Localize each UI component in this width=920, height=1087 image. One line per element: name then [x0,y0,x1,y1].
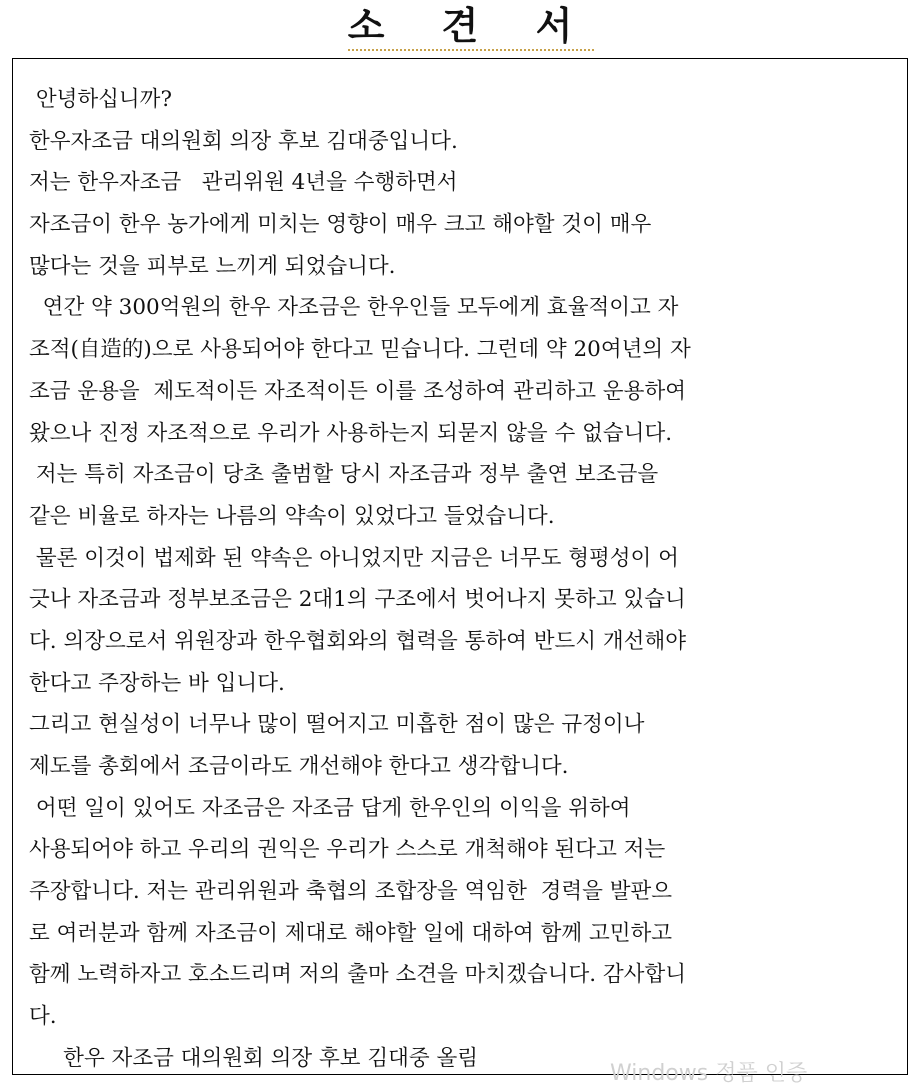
body-line: 왔으나 진정 자조적으로 우리가 사용하는지 되묻지 않을 수 없습니다. [29,420,673,446]
signature-line: 한우 자조금 대의원회 의장 후보 김대중 올림 [29,1045,479,1071]
activation-watermark: Windows 정품 인증 [610,1061,808,1086]
body-line: 자조금이 한우 농가에게 미치는 영향이 매우 크고 해야할 것이 매우 [29,212,652,238]
body-line: 물론 이것이 법제화 된 약속은 아니었지만 지금은 너무도 형평성이 어 [29,545,679,571]
body-line: 어떤 일이 있어도 자조금은 자조금 답게 한우인의 이익을 위하여 [29,795,631,821]
body-line: 제도를 총회에서 조금이라도 개선해야 한다고 생각합니다. [29,754,569,779]
body-line: 조적(自造的)으로 사용되어야 한다고 믿습니다. 그런데 약 20여년의 자 [29,337,691,363]
body-line: 긋나 자조금과 정부보조금은 2대1의 구조에서 벗어나지 못하고 있습니 [29,587,686,613]
body-line: 저는 한우자조금 관리위원 4년을 수행하면서 [29,170,458,196]
body-line: 조금 운용을 제도적이든 자조적이든 이를 조성하여 관리하고 운용하여 [29,378,686,404]
body-line: 많다는 것을 피부로 느끼게 되었습니다. [29,253,396,279]
body-line: 한우자조금 대의원회 의장 후보 김대중입니다. [29,128,458,154]
body-line: 사용되어야 하고 우리의 권익은 우리가 스스로 개척해야 된다고 저는 [29,837,666,863]
body-line: 연간 약 300억원의 한우 자조금은 한우인들 모두에게 효율적이고 자 [29,295,679,321]
body-line: 함께 노력하자고 호소드리며 저의 출마 소견을 마치겠습니다. 감사합니 [29,962,686,988]
body-line: 다. 의장으로서 위원장과 한우협회와의 협력을 통하여 반드시 개선해야 [29,628,686,654]
body-line: 다. [29,1004,57,1030]
body-line: 그리고 현실성이 너무나 많이 떨어지고 미흡한 점이 많은 규정이나 [29,712,645,738]
body-line: 같은 비율로 하자는 나름의 약속이 있었다고 들었습니다. [29,503,555,529]
body-line: 안녕하십니까? [29,87,172,112]
body-line: 저는 특히 자조금이 당초 출범할 당시 자조금과 정부 출연 보조금을 [29,462,659,488]
document-title-text: 소 견 서 [348,4,595,51]
body-line: 주장합니다. 저는 관리위원과 축협의 조합장을 역임한 경력을 발판으 [29,879,673,905]
body-line: 한다고 주장하는 바 입니다. [29,670,285,696]
document-body [12,58,908,1075]
body-line: 로 여러분과 함께 자조금이 제대로 해야할 일에 대하여 함께 고민하고 [29,920,673,946]
document-title [0,4,920,48]
